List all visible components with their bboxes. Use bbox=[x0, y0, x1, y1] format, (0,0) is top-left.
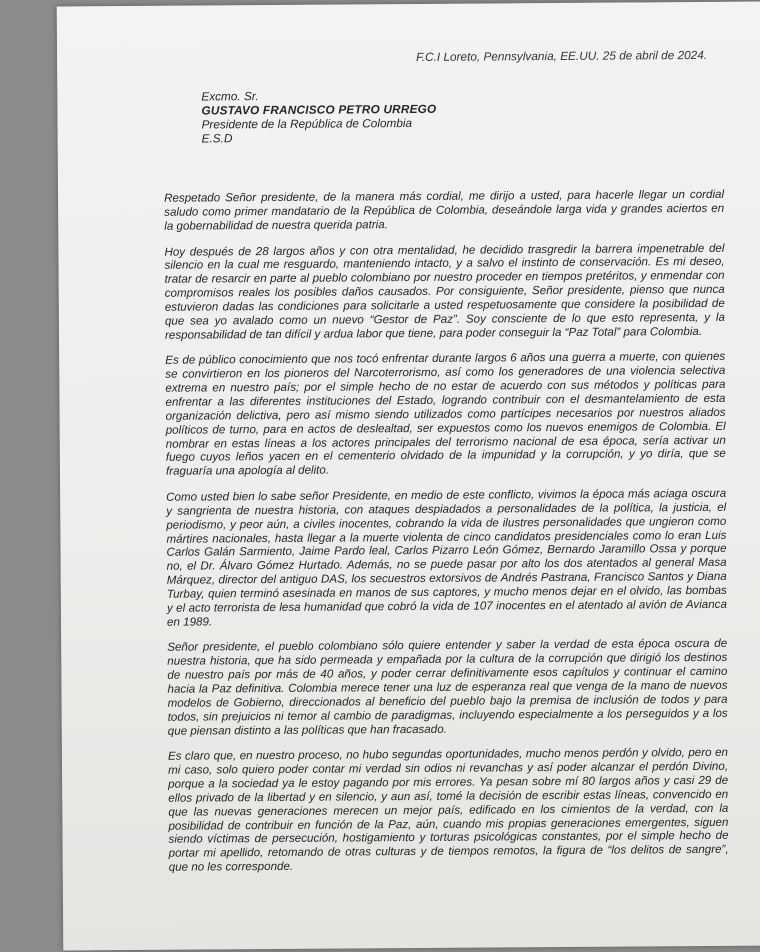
recipient-title: Presidente de la República de Colombia bbox=[201, 116, 413, 132]
letter-page bbox=[57, 2, 760, 951]
paragraph: Es de público conocimiento que nos tocó enfrentar durante largos 6 años una guerra a muerte, con quienes se convirtieron en los pioneros del Narcoterrorismo, así como los generadores de una violencia selectiva extrema en nuestro país; por el simple hecho de no estar de acuerdo con sus métodos y políticas para enfrentar a las diferentes instituciones del Estado, logrando contribuir con el desmantelamiento de esta organización delictiva, pero así mismo siendo utilizados como partícipes necesarios por nuestros aliados políticos de turno, para en actos de deslealtad, ser expuestos como los nuevos enemigos de Colombia. El nombrar en estas líneas a los actores principales del terrorismo nacional de esa época, sería activar un fuego cuyos leños yacen en el cementerio olvidado de la impunidad y la corrupción, y yo diría, que se fraguaría una apología al delito. bbox=[165, 350, 726, 478]
recipient-abbrev: E.S.D bbox=[201, 131, 233, 146]
salutation: Excmo. Sr. bbox=[201, 89, 259, 104]
paragraph: Respetado Señor presidente, de la manera más cordial, me dirijo a usted, para hacerle llegar un cordial saludo como primer mandatario de la República de Colombia, deseándole larga vida y grandes aciertos en la gobernabilidad de nuestra querida patria. bbox=[164, 187, 725, 233]
paragraph: Es claro que, en nuestro proceso, no hubo segundas oportunidades, mucho menos perdón y olvido, pero en mi caso, solo quiero poder contar mi verdad sin odios ni revanchas y así poder alcanzar el perdón Divino, porque a la sociedad ya le estoy pagando por mis errores. Ya pesan sobre mí 80 largos años y casi 29 de ellos privado de la libertad y en silencio, y aun así, tomé la decisión de escribir estas líneas, convencido en que las nuevas generaciones merecen un mejor país, edificado en los cimientos de la verdad, con la posibilidad de contribuir en función de la Paz, aún, cuando mis propias generaciones emergentes, siguen siendo víctimas de persecución, hostigamiento y torturas psicológicas constantes, por el simple hecho de portar mi apellido, retomando de otras culturas y de tiempos remotos, la figura de “los delitos de sangre”, que no les corresponde. bbox=[167, 746, 729, 874]
paragraph: Señor presidente, el pueblo colombiano sólo quiere entender y saber la verdad de esta época oscura de nuestra historia, que ha sido permeada y empañada por la cultura de la corrupción que dirigió los destinos de nuestro país por más de 40 años, y poder cerrar definitivamente esos capítulos y continuar el camino hacia la Paz definitiva. Colombia merece tener una luz de esperanza real que venga de la mano de nuevos modelos de Gobierno, direccionados al beneficio del pueblo bajo la premisa de inclusión de todos y para todos, sin prejuicios ni temor al cambio de paradigmas, incluyendo especialmente a los perseguidos y a los que piensan distinto a las políticas que han fracasado. bbox=[167, 637, 728, 738]
paragraph: Hoy después de 28 largos años y con otra mentalidad, he decidido trasgredir la barrera impenetrable del silencio en la cual me resguardo, manteniendo intacto, y a salvo el instinto de conservación. Es mi deseo, tratar de resarcir en parte al pueblo colombiano por nuestro proceder en tiempos pretéritos, y enmendar con compromisos reales los posibles daños causados. Por consiguiente, Señor presidente, pienso que nunca estuvieron dadas las condiciones para solicitarle a usted respetuosamente que considere la posibilidad de que sea yo avalado como un nuevo “Gestor de Paz”. Soy consciente de lo que esto representa, y la responsabilidad de tan difícil y ardua labor que tiene, para poder conseguir la “Paz Total” para Colombia. bbox=[164, 241, 725, 342]
letter-body bbox=[164, 188, 729, 887]
recipient-name: GUSTAVO FRANCISCO PETRO URREGO bbox=[201, 101, 437, 118]
letter-content bbox=[141, 2, 729, 874]
paragraph: Como usted bien lo sabe señor Presidente, en medio de este conflicto, vivimos la época más aciaga oscura y sangrienta de nuestra historia, con ataques despiadados a personalidades de la política, la justicia, el periodismo, y peor aún, a civiles inocentes, cobrando la vida de ilustres personalidades que ungieron como mártires nacionales, hasta llegar a la muerte violenta de cinco candidatos presidenciales como lo eran Luis Carlos Galán Sarmiento, Jaime Pardo leal, Carlos Pizarro León Gómez, Bernardo Jaramillo Ossa y porque no, el Dr. Álvaro Gómez Hurtado. Además, no se puede pasar por alto los dos atentados al general Masa Márquez, director del antiguo DAS, los secuestros extorsivos de Andrés Pastrana, Francisco Santos y Diana Turbay, quien terminó asesinada en manos de sus captores, y mucho menos dejar en el olvido, las bombas y el acto terrorista de lesa humanidad que cobró la vida de 107 inocentes en el atentado al avión de Avianca en 1989. bbox=[166, 486, 727, 629]
addressee-block bbox=[201, 88, 436, 146]
place-date: F.C.I Loreto, Pennsylvania, EE.UU. 25 de abril de 2024. bbox=[416, 47, 708, 64]
